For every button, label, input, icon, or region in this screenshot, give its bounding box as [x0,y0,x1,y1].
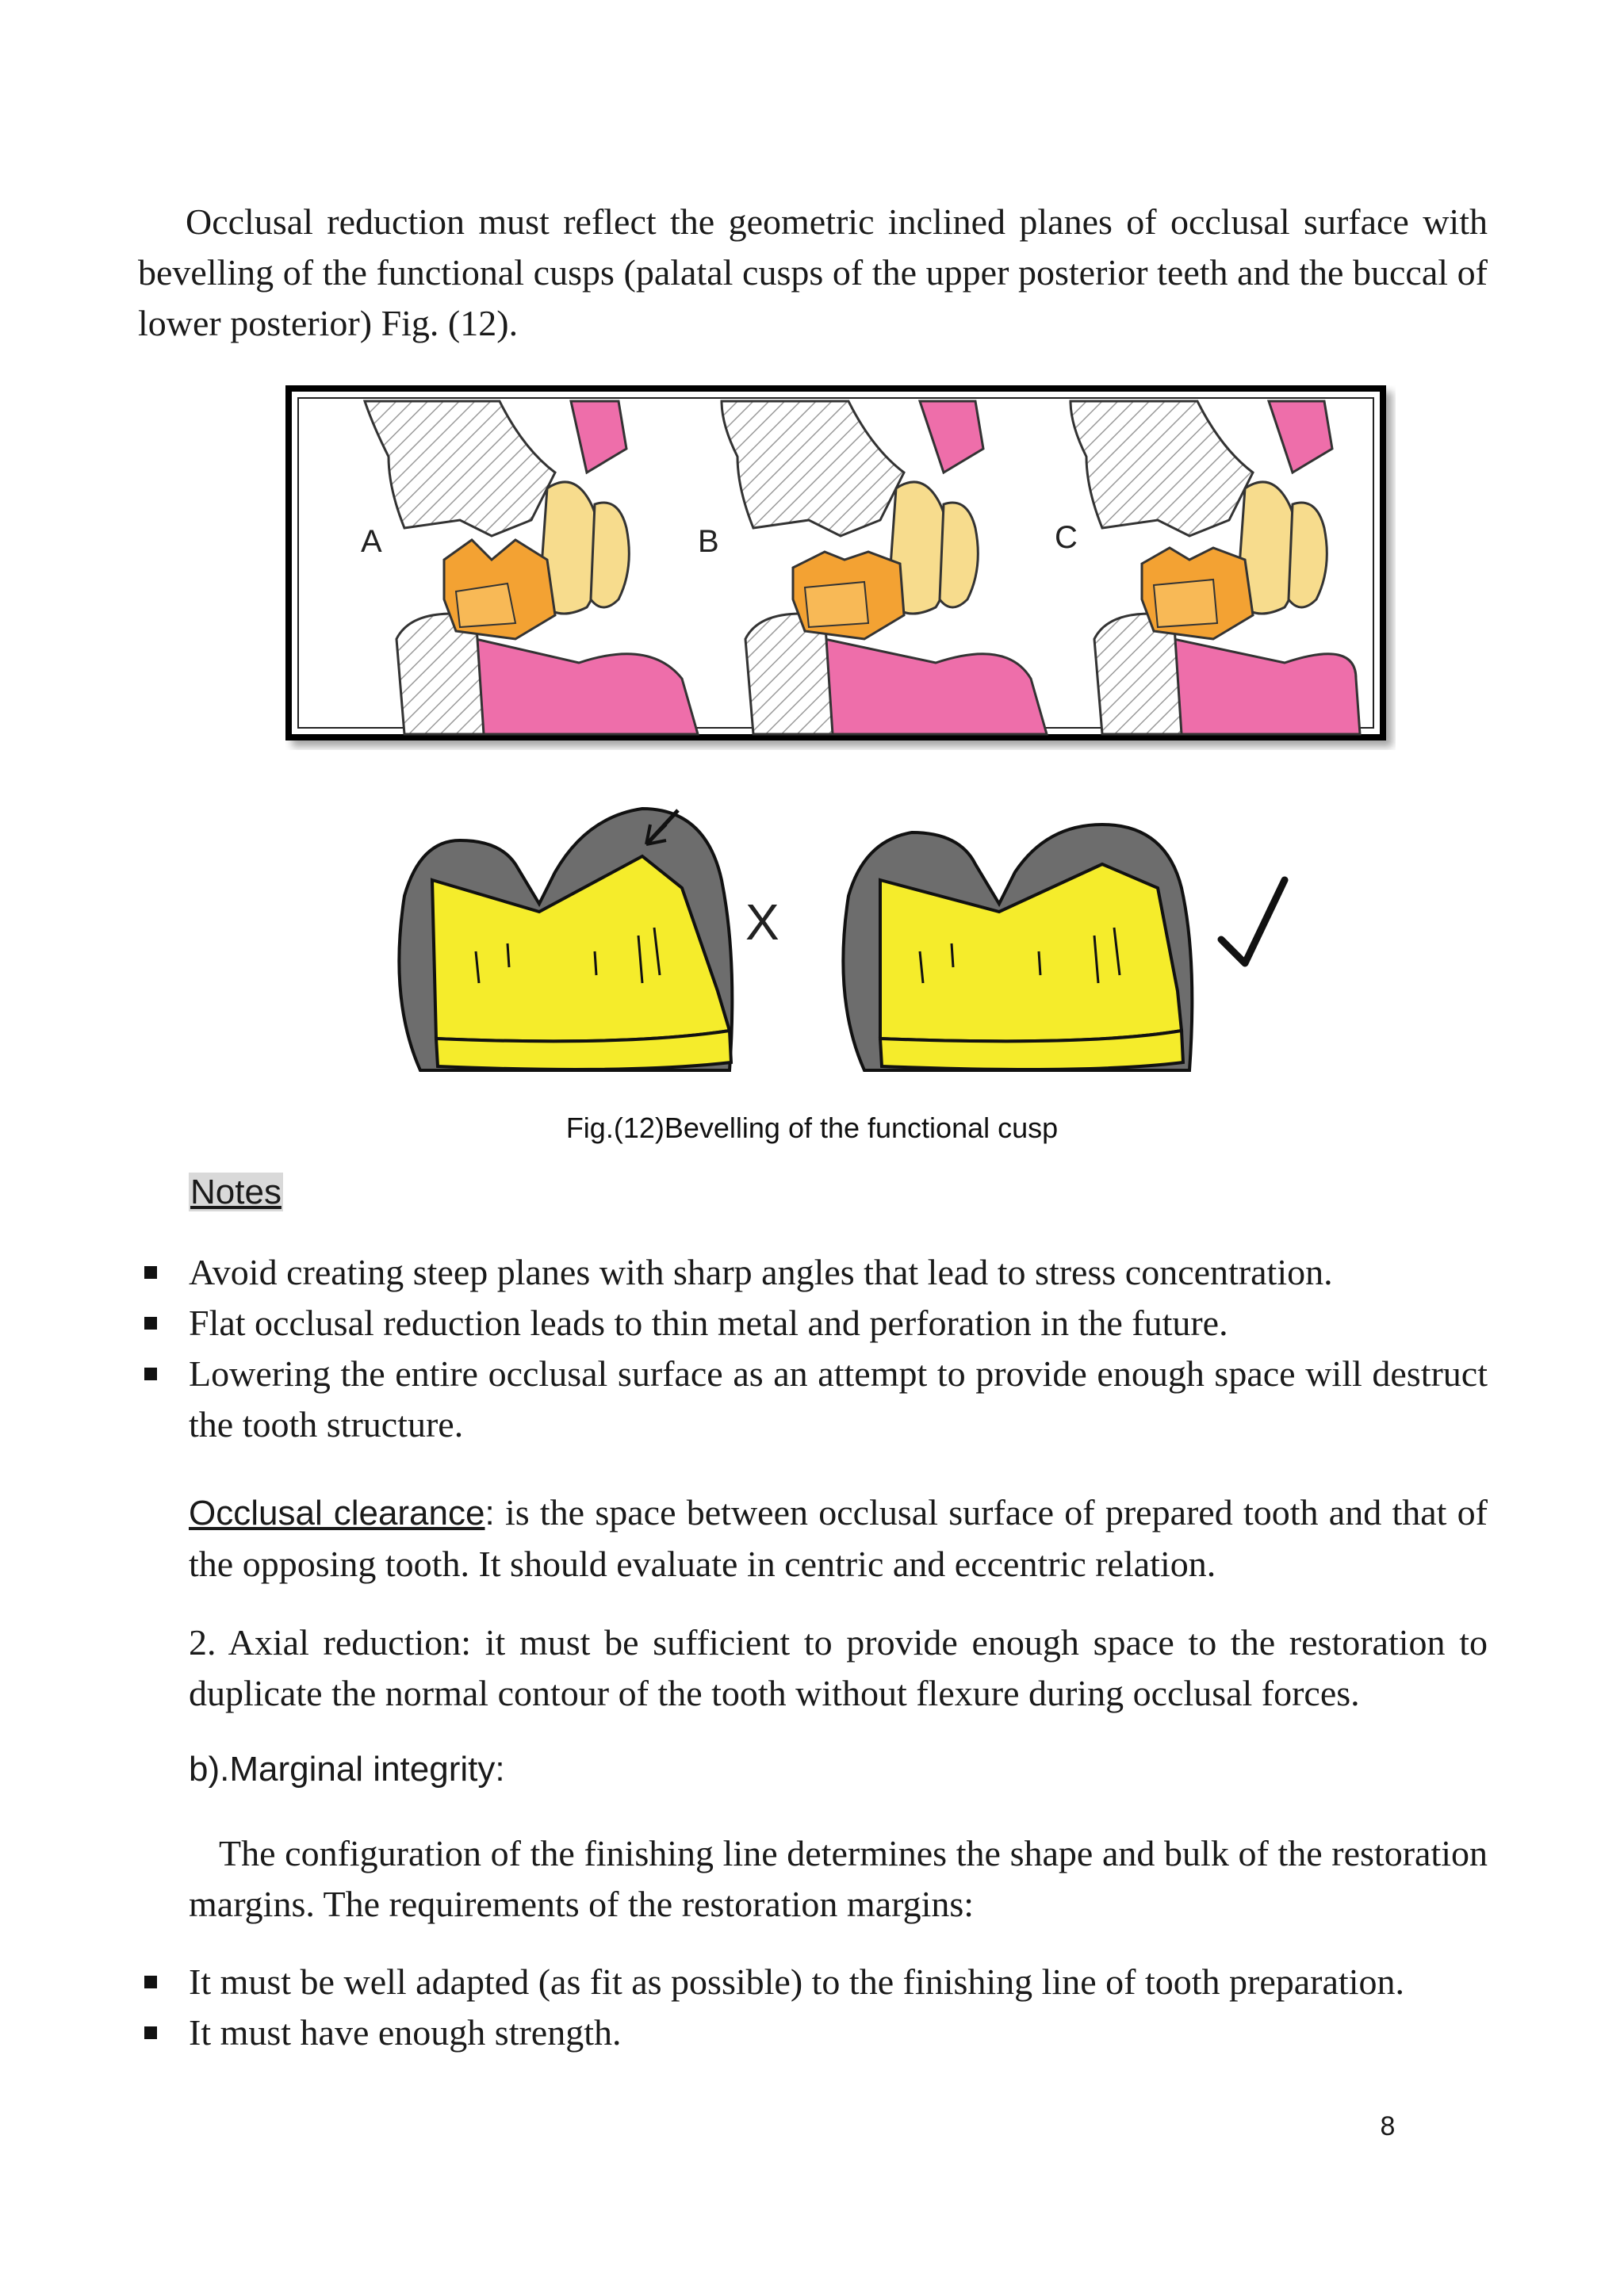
occlusal-clearance-definition: is the space between occlusal surface of prepared tooth and that of the opposing tooth. It should evaluate in centric and eccentric relation. [189,1492,1488,1584]
notes-heading [189,1170,283,1215]
bullet-square-icon [144,1266,157,1279]
panel-label-b: B [698,524,719,559]
occlusal-clearance-paragraph: Occlusal clearance: is the space between occlusal surface of prepared tooth and that of the opposing tooth. It should evaluate in centric and eccentric relation. [189,1492,1488,1584]
page-number: 8 [1380,2111,1396,2141]
list-item: It must have enough strength. [138,2007,1488,2058]
checkmark-icon [1221,880,1285,963]
notes-list [138,1247,1488,1450]
list-item: Flat occlusal reduction leads to thin metal and perforation in the future. [138,1298,1488,1349]
list-item: It must be well adapted (as fit as possible) to the finishing line of tooth preparation. [138,1957,1488,2007]
figure-12-panels [285,385,1396,750]
figure-caption: Fig.(12)Bevelling of the functional cusp [565,1112,1059,1144]
marginal-integrity-paragraph: The configuration of the finishing line determines the shape and bulk of the restoration margins. The requirements of the restoration margins: [189,1833,1488,1924]
incorrect-bevel-tooth [399,809,732,1070]
bullet-square-icon [144,1368,157,1380]
bullet-square-icon [144,1317,157,1330]
incorrect-mark: X [745,894,779,951]
correct-bevel-tooth [843,825,1192,1070]
margin-requirements-list [138,1957,1488,2058]
notes-label: Notes [190,1173,282,1211]
list-item: Avoid creating steep planes with sharp angles that lead to stress concentration. [138,1247,1488,1298]
list-item: Lowering the entire occlusal surface as an attempt to provide enough space will destruct the tooth structure. [138,1349,1488,1450]
panel-label-a: A [361,524,382,559]
bullet-square-icon [144,1976,157,1988]
panel-label-c: C [1055,520,1078,555]
marginal-integrity-heading: b).Marginal integrity: [189,1750,505,1789]
axial-reduction-paragraph: 2. Axial reduction: it must be sufficient to provide enough space to the restoration to duplicate the normal contour of the tooth without flexure during occlusal forces. [189,1622,1488,1713]
occlusal-clearance-term: Occlusal clearance [189,1494,485,1533]
intro-paragraph: Occlusal reduction must reflect the geometric inclined planes of occlusal surface with bevelling of the functional cusps (palatal cusps of the upper posterior teeth and the buccal of lower posterior) Fig. (12). [138,201,1488,343]
bullet-square-icon [144,2026,157,2039]
figure-12-bevel-comparison [373,793,1324,1086]
